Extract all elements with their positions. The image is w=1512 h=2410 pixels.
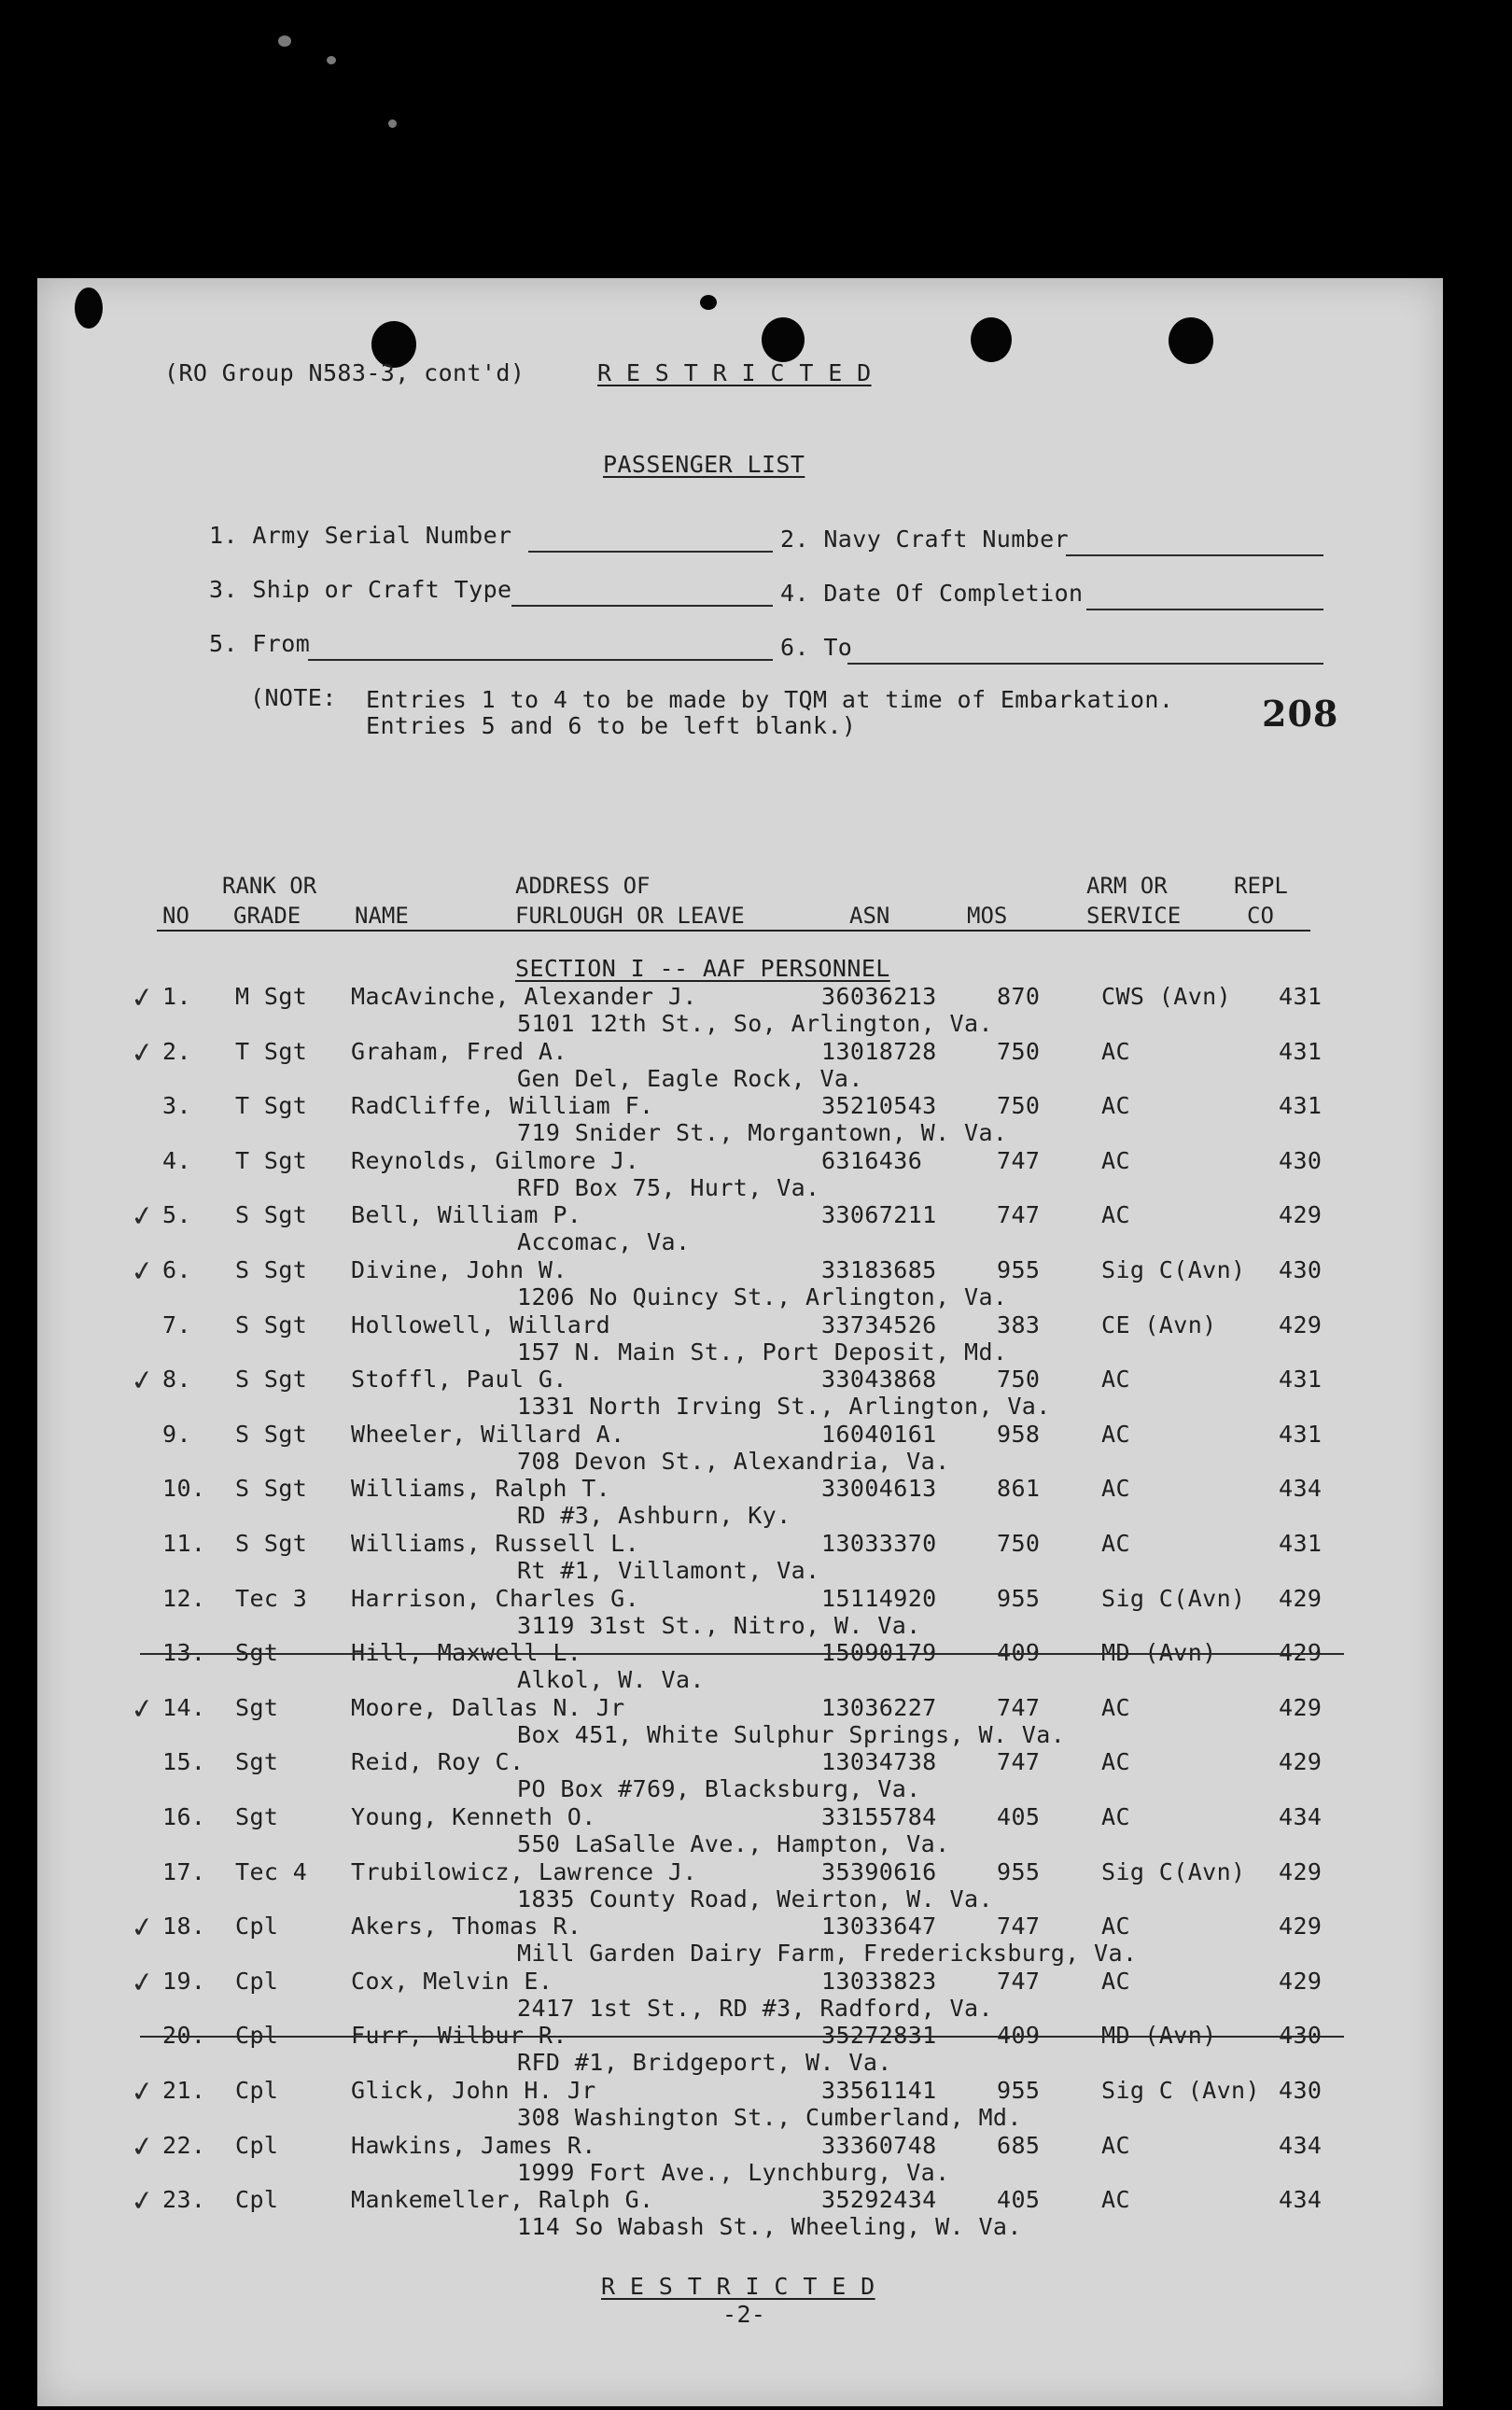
note-prefix: (NOTE: [250,684,337,711]
row-rank: Cpl [235,2131,279,2159]
row-name: Harrison, Charles G. [351,1584,640,1612]
table-row [37,1859,1443,1913]
row-repl: 429 [1279,1639,1323,1667]
row-rank: S Sgt [235,1310,308,1338]
row-number: 21. [162,2077,206,2104]
row-repl: 431 [1279,1530,1323,1557]
row-service: AC [1101,1693,1130,1721]
row-rank: Sgt [235,1639,279,1667]
row-number: 15. [162,1748,206,1776]
field-label: 3. Ship or Craft Type [209,576,512,603]
table-row [37,1531,1443,1585]
row-rank: Cpl [235,2186,279,2214]
row-address: Rt #1, Villamont, Va. [517,1557,820,1584]
row-address: 1999 Fort Ave., Lynchburg, Va. [517,2158,950,2186]
row-service: AC [1101,1420,1130,1448]
table-row [37,1476,1443,1530]
row-mos: 747 [997,1913,1041,1941]
row-mos: 405 [997,2186,1041,2214]
row-number: 14. [162,1693,206,1721]
row-rank: Sgt [235,1748,279,1776]
table-row [37,1640,1443,1694]
table-row [37,1804,1443,1858]
table-row [37,1035,1443,1093]
row-mos: 955 [997,1256,1041,1283]
table-row [37,1254,1443,1311]
row-number: 12. [162,1584,206,1612]
row-repl: 431 [1279,1092,1323,1120]
column-header-mos: MOS [967,903,1008,929]
table-row [37,1691,1443,1749]
field-blank-line [1066,554,1323,556]
row-repl: 429 [1279,1857,1323,1885]
check-mark-icon: ✓ [128,2074,157,2110]
row-number: 2. [162,1037,191,1065]
row-name: Glick, John H. Jr [351,2077,596,2104]
row-name: Trubilowicz, Lawrence J. [351,1857,697,1885]
column-header-co: CO [1247,903,1274,929]
check-mark-icon: ✓ [128,1035,157,1072]
row-name: Furr, Wilbur R. [351,2022,567,2050]
note-line-1: Entries 1 to 4 to be made by TQM at time of Embarkation. [366,686,1174,713]
row-rank: S Sgt [235,1366,308,1394]
table-row [37,2129,1443,2187]
row-rank: M Sgt [235,983,308,1010]
column-header-grade: GRADE [233,903,301,929]
row-rank: Sgt [235,1693,279,1721]
row-address: 114 So Wabash St., Wheeling, W. Va. [517,2213,1022,2241]
row-asn: 13033647 [821,1913,937,1941]
row-mos: 958 [997,1420,1041,1448]
check-mark-icon: ✓ [128,1691,157,1728]
row-rank: T Sgt [235,1092,308,1120]
row-name: Stoffl, Paul G. [351,1366,567,1394]
row-repl: 429 [1279,1967,1323,1995]
row-asn: 13033370 [821,1530,937,1557]
row-number: 10. [162,1475,206,1503]
row-service: AC [1101,1475,1130,1503]
document-page [37,278,1443,2406]
row-repl: 434 [1279,2186,1323,2214]
row-repl: 431 [1279,983,1323,1010]
row-address: RD #3, Ashburn, Ky. [517,1502,791,1530]
row-repl: 434 [1279,1475,1323,1503]
row-service: AC [1101,1967,1130,1995]
row-repl: 430 [1279,2077,1323,2104]
table-row [37,1910,1443,1968]
row-address: 1835 County Road, Weirton, W. Va. [517,1885,993,1913]
row-rank: Tec 3 [235,1584,308,1612]
row-name: Williams, Ralph T. [351,1475,611,1503]
footer-page-number: -2- [722,2301,766,2328]
dust-speck [278,35,291,47]
row-rank: Cpl [235,1913,279,1941]
table-row [37,980,1443,1038]
field-blank-line [1086,609,1323,610]
classification-header: R E S T R I C T E D [597,359,872,386]
row-repl: 429 [1279,1310,1323,1338]
field-blank-line [511,605,773,607]
section-title: SECTION I -- AAF PERSONNEL [515,955,890,982]
page-title: PASSENGER LIST [603,451,805,478]
row-service: Sig C (Avn) [1101,2077,1260,2104]
row-mos: 955 [997,2077,1041,2104]
row-service: AC [1101,1092,1130,1120]
row-mos: 750 [997,1530,1041,1557]
row-asn: 33183685 [821,1256,937,1283]
field-blank-line [308,659,773,661]
row-name: Mankemeller, Ralph G. [351,2186,654,2214]
row-repl: 430 [1279,2022,1323,2050]
row-number: 9. [162,1420,191,1448]
column-header-asn: ASN [849,903,890,929]
row-asn: 13036227 [821,1693,937,1721]
row-name: Moore, Dallas N. Jr [351,1693,625,1721]
row-asn: 15114920 [821,1584,937,1612]
row-mos: 750 [997,1092,1041,1120]
row-service: AC [1101,2131,1130,2159]
row-address: Accomac, Va. [517,1228,691,1256]
row-name: Bell, William P. [351,1201,582,1229]
row-asn: 6316436 [821,1146,923,1174]
row-service: Sig C(Avn) [1101,1256,1246,1283]
punch-hole [971,317,1012,362]
row-mos: 870 [997,983,1041,1010]
column-header-rank: RANK OR [222,873,317,899]
row-mos: 685 [997,2131,1041,2159]
row-address: 719 Snider St., Morgantown, W. Va. [517,1119,1008,1147]
row-service: AC [1101,1201,1130,1229]
row-repl: 434 [1279,2131,1323,2159]
row-number: 16. [162,1803,206,1830]
row-mos: 747 [997,1146,1041,1174]
row-mos: 409 [997,2022,1041,2050]
row-rank: S Sgt [235,1201,308,1229]
punch-hole [75,287,103,329]
row-rank: S Sgt [235,1530,308,1557]
check-mark-icon: ✓ [128,2183,157,2220]
strike-through-line [140,2036,1344,2038]
field-blank-line [847,663,1323,665]
row-service: CWS (Avn) [1101,983,1232,1010]
row-asn: 33043868 [821,1366,937,1394]
row-number: 5. [162,1201,191,1229]
table-row [37,1422,1443,1476]
table-row [37,1093,1443,1147]
row-asn: 15090179 [821,1639,937,1667]
row-number: 1. [162,983,191,1010]
row-address: PO Box #769, Blacksburg, Va. [517,1775,921,1803]
row-number: 17. [162,1857,206,1885]
row-rank: Cpl [235,2022,279,2050]
row-name: Graham, Fred A. [351,1037,567,1065]
column-header-address: ADDRESS OF [515,873,651,899]
row-name: Hawkins, James R. [351,2131,596,2159]
row-service: MD (Avn) [1101,2022,1217,2050]
row-asn: 16040161 [821,1420,937,1448]
check-mark-icon: ✓ [128,1910,157,1946]
row-number: 3. [162,1092,191,1120]
check-mark-icon: ✓ [128,1965,157,2001]
row-number: 20. [162,2022,206,2050]
row-repl: 429 [1279,1693,1323,1721]
row-mos: 955 [997,1584,1041,1612]
dust-speck [327,56,336,64]
row-address: Alkol, W. Va. [517,1666,705,1694]
row-rank: Cpl [235,2077,279,2104]
row-asn: 35390616 [821,1857,937,1885]
punch-hole [1169,317,1213,364]
row-repl: 434 [1279,1803,1323,1830]
row-address: 3119 31st St., Nitro, W. Va. [517,1611,921,1639]
field-label: 1. Army Serial Number [209,522,512,549]
row-name: Akers, Thomas R. [351,1913,582,1941]
table-row [37,2074,1443,2132]
row-rank: S Sgt [235,1475,308,1503]
row-address: 2417 1st St., RD #3, Radford, Va. [517,1994,993,2022]
row-number: 11. [162,1530,206,1557]
punch-hole [762,317,805,362]
check-mark-icon: ✓ [128,2129,157,2165]
row-number: 4. [162,1146,191,1174]
row-name: Hill, Maxwell L. [351,1639,582,1667]
row-asn: 33734526 [821,1310,937,1338]
row-repl: 429 [1279,1584,1323,1612]
table-row [37,1965,1443,2023]
row-address: Mill Garden Dairy Farm, Fredericksburg, Va. [517,1940,1138,1968]
row-service: AC [1101,1803,1130,1830]
row-mos: 409 [997,1639,1041,1667]
row-mos: 747 [997,1201,1041,1229]
row-repl: 431 [1279,1037,1323,1065]
row-rank: Sgt [235,1803,279,1830]
column-header-repl: REPL [1234,873,1288,899]
row-address: Gen Del, Eagle Rock, Va. [517,1064,863,1092]
row-address: 308 Washington St., Cumberland, Md. [517,2104,1022,2131]
row-service: Sig C(Avn) [1101,1857,1246,1885]
row-repl: 431 [1279,1420,1323,1448]
note-line-2: Entries 5 and 6 to be left blank.) [366,712,857,739]
row-service: AC [1101,1366,1130,1394]
row-address: 550 LaSalle Ave., Hampton, Va. [517,1830,950,1857]
row-address: 1331 North Irving St., Arlington, Va. [517,1393,1051,1421]
check-mark-icon: ✓ [128,1363,157,1399]
row-service: MD (Avn) [1101,1639,1217,1667]
column-header-service: SERVICE [1086,903,1182,929]
row-rank: Tec 4 [235,1857,308,1885]
row-mos: 747 [997,1967,1041,1995]
row-number: 18. [162,1913,206,1941]
row-rank: S Sgt [235,1256,308,1283]
row-rank: T Sgt [235,1146,308,1174]
row-mos: 750 [997,1366,1041,1394]
row-name: Cox, Melvin E. [351,1967,553,1995]
row-mos: 405 [997,1803,1041,1830]
row-number: 19. [162,1967,206,1995]
row-asn: 35210543 [821,1092,937,1120]
row-asn: 13034738 [821,1748,937,1776]
row-name: Reynolds, Gilmore J. [351,1146,640,1174]
row-repl: 429 [1279,1913,1323,1941]
row-asn: 35292434 [821,2186,937,2214]
row-service: AC [1101,1530,1130,1557]
row-asn: 35272831 [821,2022,937,2050]
row-number: 23. [162,2186,206,2214]
row-address: Box 451, White Sulphur Springs, W. Va. [517,1720,1066,1748]
row-number: 7. [162,1310,191,1338]
row-service: AC [1101,1913,1130,1941]
field-label: 5. From [209,630,311,657]
row-service: AC [1101,1037,1130,1065]
strike-through-line [140,1653,1344,1655]
row-asn: 33360748 [821,2131,937,2159]
row-asn: 13033823 [821,1967,937,1995]
table-row [37,1148,1443,1202]
table-row [37,1749,1443,1803]
row-mos: 861 [997,1475,1041,1503]
row-name: RadCliffe, William F. [351,1092,654,1120]
row-address: 1206 No Quincy St., Arlington, Va. [517,1283,1008,1310]
group-reference: (RO Group N583-3, cont'd) [164,359,525,386]
row-asn: 36036213 [821,983,937,1010]
table-row [37,1312,1443,1366]
row-asn: 33067211 [821,1201,937,1229]
row-asn: 33004613 [821,1475,937,1503]
row-number: 22. [162,2131,206,2159]
row-address: 5101 12th St., So, Arlington, Va. [517,1010,993,1037]
row-mos: 955 [997,1857,1041,1885]
classification-footer: R E S T R I C T E D [601,2273,875,2300]
row-name: Williams, Russell L. [351,1530,640,1557]
row-rank: S Sgt [235,1420,308,1448]
row-address: 157 N. Main St., Port Deposit, Md. [517,1338,1008,1366]
row-repl: 431 [1279,1366,1323,1394]
row-name: Young, Kenneth O. [351,1803,596,1830]
check-mark-icon: ✓ [128,1254,157,1290]
check-mark-icon: ✓ [128,1198,157,1235]
column-header-name: NAME [355,903,409,929]
row-name: Reid, Roy C. [351,1748,525,1776]
table-row [37,1586,1443,1640]
row-service: AC [1101,2186,1130,2214]
row-number: 13. [162,1639,206,1667]
dust-speck [388,119,397,128]
row-rank: Cpl [235,1967,279,1995]
row-name: Wheeler, Willard A. [351,1420,625,1448]
row-mos: 750 [997,1037,1041,1065]
row-address: RFD #1, Bridgeport, W. Va. [517,2049,892,2077]
field-blank-line [528,551,773,553]
field-label: 4. Date Of Completion [780,580,1084,607]
row-asn: 33561141 [821,2077,937,2104]
row-service: AC [1101,1748,1130,1776]
table-row [37,2023,1443,2077]
row-mos: 747 [997,1748,1041,1776]
row-service: CE (Avn) [1101,1310,1217,1338]
row-address: 708 Devon St., Alexandria, Va. [517,1447,950,1475]
table-row [37,1363,1443,1421]
page-number-stamp: 208 [1262,693,1339,735]
check-mark-icon: ✓ [128,980,157,1016]
row-mos: 747 [997,1693,1041,1721]
row-name: MacAvinche, Alexander J. [351,983,697,1010]
table-row [37,2183,1443,2241]
header-rule [157,930,1310,932]
row-mos: 383 [997,1310,1041,1338]
row-name: Hollowell, Willard [351,1310,611,1338]
row-repl: 429 [1279,1201,1323,1229]
row-asn: 13018728 [821,1037,937,1065]
table-row [37,1198,1443,1256]
row-repl: 429 [1279,1748,1323,1776]
row-service: AC [1101,1146,1130,1174]
field-label: 2. Navy Craft Number [780,525,1070,553]
row-repl: 430 [1279,1146,1323,1174]
row-service: Sig C(Avn) [1101,1584,1246,1612]
row-asn: 33155784 [821,1803,937,1830]
row-repl: 430 [1279,1256,1323,1283]
row-address: RFD Box 75, Hurt, Va. [517,1173,820,1201]
field-label: 6. To [780,634,853,661]
row-rank: T Sgt [235,1037,308,1065]
column-header-arm: ARM OR [1086,873,1168,899]
row-name: Divine, John W. [351,1256,567,1283]
punch-hole [700,295,717,310]
row-number: 8. [162,1366,191,1394]
column-header-no: NO [162,903,189,929]
row-number: 6. [162,1256,191,1283]
column-header-furlough: FURLOUGH OR LEAVE [515,903,745,929]
